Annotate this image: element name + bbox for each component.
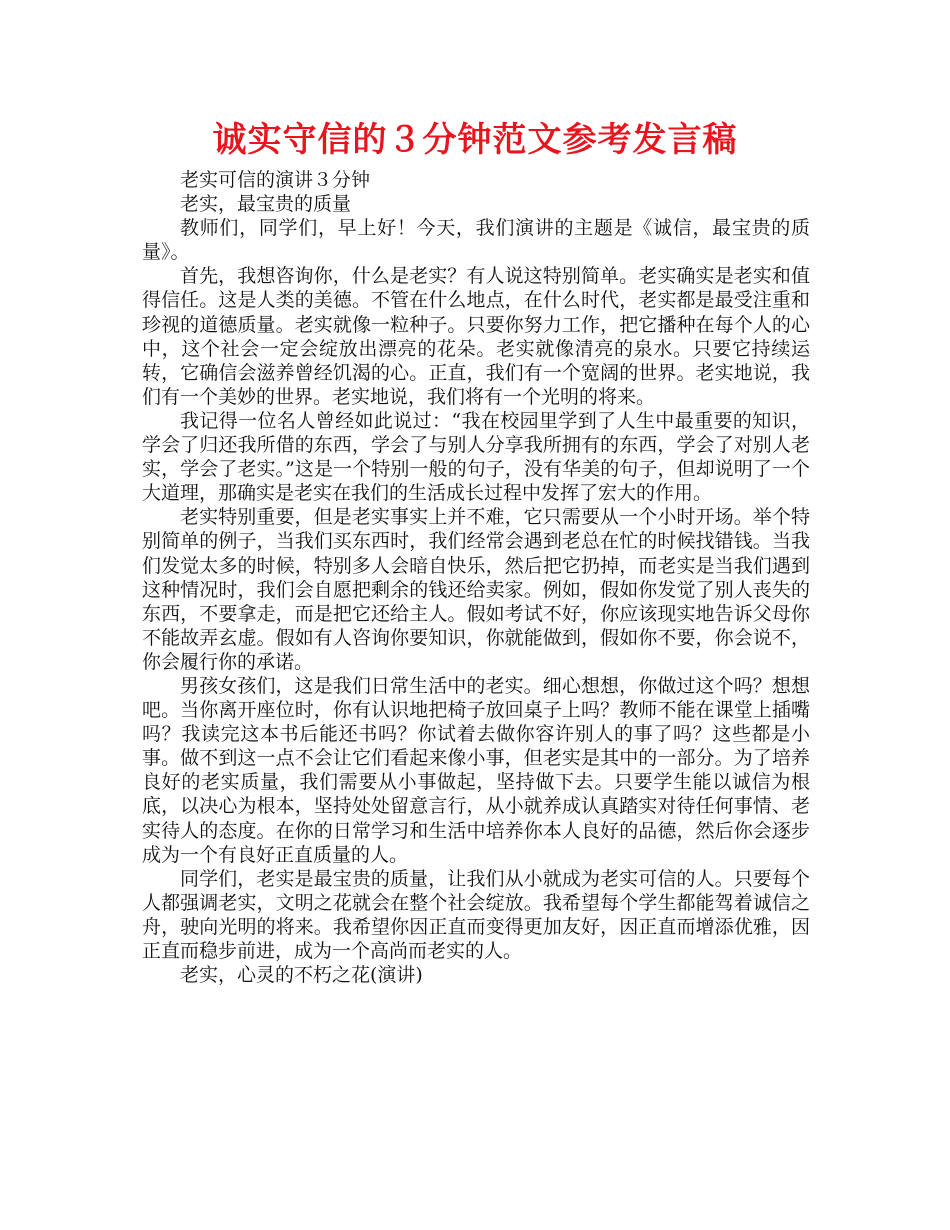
paragraph-greeting: 教师们，同学们，早上好！今天，我们演讲的主题是《诚信，最宝贵的质量》。 — [142, 217, 810, 264]
paragraph-body: 老实特别重要，但是老实事实上并不难，它只需要从一个小时开场。举个特别简单的例子，当我们买东西时，我们经常会遇到老总在忙的时候找错钱。当我们发觉太多的时候，特别多人会暗自快乐，然后把它扔掉，而老实是当我们遇到这种情况时，我们会自愿把剩余的钱还给卖家。例如，假如你发觉了别人丧失的东西，不要拿走，而是把它还给主人。假如考试不好，你应该现实地告诉父母你不能故弄玄虚。假如有人咨询你要知识，你就能做到，假如你不要，你会说不，你会履行你的承诺。 — [142, 506, 810, 673]
document-title: 诚实守信的３分钟范文参考发言稿 — [212, 120, 738, 160]
paragraph-body: 男孩女孩们，这是我们日常生活中的老实。细心想想，你做过这个吗？想想吧。当你离开座位时，你有认识地把椅子放回桌子上吗？教师不能在课堂上插嘴吗？我读完这本书后能还书吗？你试着去做你容许别人的事了吗？这些都是小事。做不到这一点不会让它们看起来像小事，但老实是其中的一部分。为了培养良好的老实质量，我们需要从小事做起，坚持做下去。只要学生能以诚信为根底，以决心为根本，坚持处处留意言行，从小就养成认真踏实对待任何事情、老实待人的态度。在你的日常学习和生活中培养你本人良好的品德，然后你会逐步成为一个有良好正直质量的人。 — [142, 674, 810, 866]
paragraph-speech-title: 老实可信的演讲３分钟 — [180, 169, 371, 191]
paragraph-next-title: 老实，心灵的不朽之花(演讲) — [180, 964, 423, 987]
paragraph-body: 我记得一位名人曾经如此说过：“我在校园里学到了人生中最重要的知识，学会了归还我所借的东西，学会了与别人分享我所拥有的东西，学会了对别人老实，学会了老实。”这是一个特别一般的句子，没有华美的句子，但却说明了一个大道理，那确实是老实在我们的生活成长过程中发挥了宏大的作用。 — [142, 409, 810, 505]
paragraph-body: 同学们，老实是最宝贵的质量，让我们从小就成为老实可信的人。只要每个人都强调老实，文明之花就会在整个社会绽放。我希望每个学生都能驾着诚信之舟，驶向光明的将来。我希望你因正直而变得更加友好，因正直而增添优雅，因正直而稳步前进，成为一个高尚而老实的人。 — [142, 867, 810, 962]
document-body — [142, 168, 810, 987]
paragraph-body: 首先，我想咨询你，什么是老实？有人说这特别简单。老实确实是老实和值得信任。这是人类的美德。不管在什么地点，在什么时代，老实都是最受注重和珍视的道德质量。老实就像一粒种子。只要你努力工作，把它播种在每个人的心中，这个社会一定会绽放出漂亮的花朵。老实就像清亮的泉水。只要它持续运转，它确信会滋养曾经饥渴的心。正直，我们有一个宽阔的世界。老实地说，我们有一个美妙的世界。老实地说，我们将有一个光明的将来。 — [142, 265, 810, 408]
paragraph-subtitle: 老实，最宝贵的质量 — [180, 193, 352, 216]
